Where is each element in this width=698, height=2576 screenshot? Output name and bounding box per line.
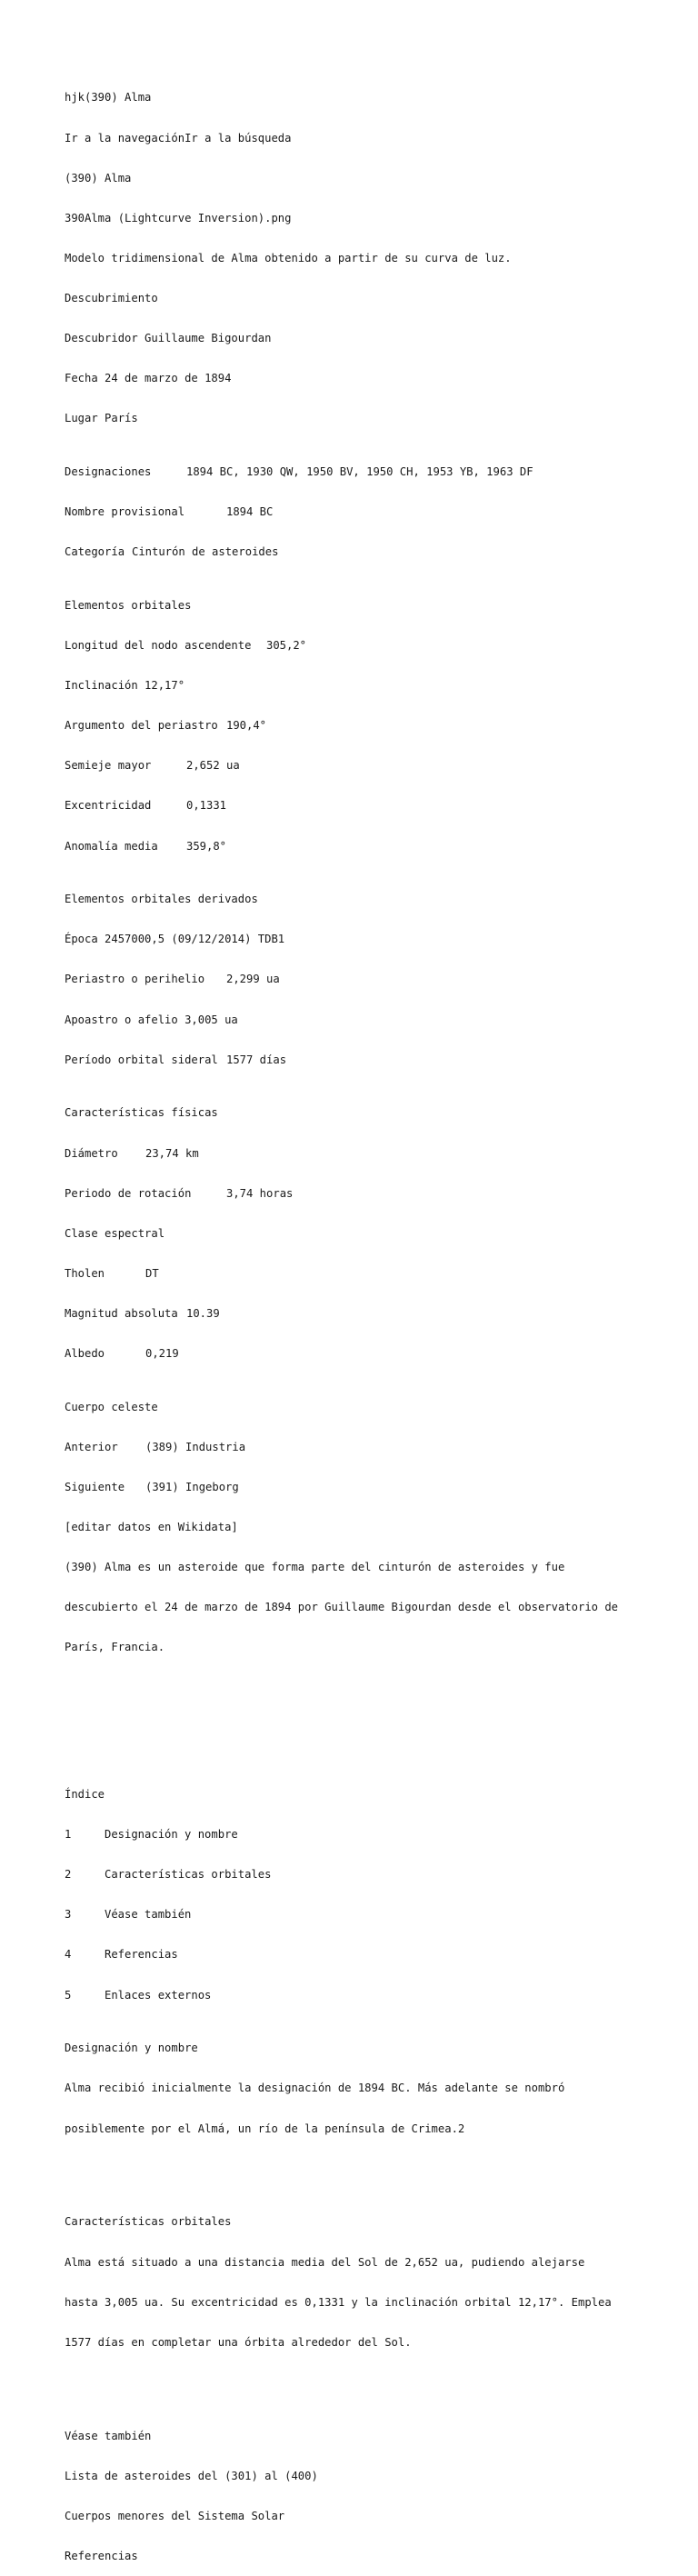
infobox-inclinacion: Inclinación 12,17° [65,679,185,693]
infobox-heading-descubrimiento: Descubrimiento [65,291,158,305]
infobox-label: Argumento del periastro [65,719,218,733]
infobox-label: Longitud del nodo ascendente [65,639,252,653]
infobox-heading-elementos-derivados: Elementos orbitales derivados [65,893,258,906]
toc-label[interactable]: Enlaces externos [105,1988,212,2002]
infobox-label: Periodo de rotación [65,1186,192,1200]
orbitales-paragraph-line-2: hasta 3,005 ua. Su excentricidad es 0,1331 y la inclinación orbital 12,17°. Emplea [65,2295,612,2309]
designacion-paragraph-line-2: posiblemente por el Almá, un río de la península de Crimea.2 [65,2122,465,2135]
orbitales-paragraph-line-1: Alma está situado a una distancia media del Sol de 2,652 ua, pudiendo alejarse [65,2255,585,2269]
infobox-label: Magnitud absoluta [65,1306,178,1320]
image-filename: 390Alma (Lightcurve Inversion).png [65,211,292,225]
vease-link-lista-asteroides[interactable]: Lista de asteroides del (301) al (400) [65,2469,318,2482]
infobox-epoca: Época 2457000,5 (09/12/2014) TDB1 [65,933,285,946]
infobox-label: Anomalía media [65,839,158,853]
infobox-label: Anterior [65,1440,118,1453]
infobox-clase-espectral: Clase espectral [65,1226,165,1240]
designacion-paragraph-line-1: Alma recibió inicialmente la designación de 1894 BC. Más adelante se nombró [65,2082,565,2095]
infobox-label: Siguiente [65,1481,125,1494]
infobox-label: Excentricidad [65,799,152,813]
section-heading-orbitales: Características orbitales [65,2215,232,2229]
infobox-fecha: Fecha 24 de marzo de 1894 [65,372,232,385]
document-title-line: hjk(390) Alma [65,91,152,105]
spacer [65,2162,692,2176]
infobox-anterior [65,1441,692,1454]
infobox-value: 0,219 [145,1347,179,1361]
intro-paragraph-line-1: (390) Alma es un asteroide que forma parte del cinturón de asteroides y fue [65,1561,565,1574]
infobox-lugar: Lugar París [65,412,138,425]
edit-wikidata-link[interactable]: [editar datos en Wikidata] [65,1521,238,1534]
infobox-label: Diámetro [65,1146,118,1160]
infobox-apoastro: Apoastro o afelio 3,005 ua [65,1013,238,1026]
infobox-value: 305,2° [266,639,307,653]
spacer [65,1694,692,1708]
infobox-periodo-rotacion [65,1187,692,1201]
article-title: (390) Alma [65,171,132,185]
infobox-longitud-nodo [65,639,692,653]
toc-title: Índice [65,1788,105,1802]
infobox-anomalia-media [65,840,692,854]
infobox-diametro [65,1147,692,1161]
intro-paragraph-line-2: descubierto el 24 de marzo de 1894 por Guillaume Bigourdan desde el observatorio de [65,1601,619,1614]
infobox-label: Designaciones [65,464,152,478]
infobox-label: Tholen [65,1266,105,1280]
infobox-value: 1894 BC, 1930 QW, 1950 BV, 1950 CH, 1953 YB, 1963 DF [186,464,533,478]
navigation-links-text: Ir a la navegaciónIr a la búsqueda [65,131,292,145]
infobox-value: 23,74 km [145,1146,199,1160]
infobox-categoria [65,545,692,559]
toc-number: 1 [65,1828,72,1842]
toc-item-3[interactable] [65,1908,692,1922]
infobox-value: Cinturón de asteroides [132,545,279,559]
infobox-label: Período orbital sideral [65,1053,218,1066]
toc-number: 5 [65,1988,72,2002]
infobox-label: Categoría [65,545,125,559]
vease-link-cuerpos-menores[interactable]: Cuerpos menores del Sistema Solar [65,2509,285,2522]
infobox-value: 10.39 [186,1306,220,1320]
infobox-value: 1894 BC [226,505,274,519]
document-body [65,65,692,2576]
infobox-magnitud-absoluta [65,1307,692,1321]
infobox-nombre-provisional [65,505,692,519]
toc-item-1[interactable] [65,1828,692,1842]
infobox-argumento-periastro [65,719,692,733]
spacer [65,2376,692,2390]
toc-label[interactable]: Características orbitales [105,1868,272,1882]
toc-item-2[interactable] [65,1868,692,1882]
section-heading-referencias: Referencias [65,2549,138,2562]
infobox-value: DT [145,1266,159,1280]
intro-paragraph-line-3: París, Francia. [65,1641,165,1654]
infobox-value: (389) Industria [145,1440,246,1453]
toc-label[interactable]: Referencias [105,1948,178,1962]
image-caption: Modelo tridimensional de Alma obtenido a partir de su curva de luz. [65,251,512,265]
infobox-value: (391) Ingeborg [145,1481,239,1494]
infobox-label: Semieje mayor [65,759,152,773]
toc-item-4[interactable] [65,1948,692,1962]
infobox-value: 2,652 ua [186,759,240,773]
infobox-descubridor: Descubridor Guillaume Bigourdan [65,331,272,344]
infobox-value: 3,74 horas [226,1186,294,1200]
infobox-designaciones [65,465,692,479]
infobox-heading-caracteristicas-fisicas: Características físicas [65,1106,218,1120]
infobox-label: Albedo [65,1347,105,1361]
toc-item-5[interactable] [65,1989,692,2002]
infobox-label: Periastro o perihelio [65,973,205,986]
section-heading-designacion: Designación y nombre [65,2042,198,2055]
infobox-value: 2,299 ua [226,973,280,986]
toc-number: 4 [65,1948,72,1962]
toc-label[interactable]: Designación y nombre [105,1828,238,1842]
toc-number: 2 [65,1868,72,1882]
infobox-heading-elementos-orbitales: Elementos orbitales [65,598,192,612]
infobox-albedo [65,1347,692,1361]
toc-label[interactable]: Véase también [105,1908,192,1922]
infobox-semieje-mayor [65,759,692,773]
infobox-value: 190,4° [226,719,267,733]
infobox-periodo-orbital [65,1053,692,1067]
section-heading-vease: Véase también [65,2429,152,2442]
infobox-value: 359,8° [186,839,227,853]
infobox-value: 1577 días [226,1053,287,1066]
infobox-tholen [65,1267,692,1281]
infobox-periastro [65,973,692,986]
toc-number: 3 [65,1908,72,1922]
infobox-value: 0,1331 [186,799,227,813]
infobox-heading-cuerpo-celeste: Cuerpo celeste [65,1400,158,1413]
spacer [65,1734,692,1748]
infobox-siguiente [65,1481,692,1494]
infobox-excentricidad [65,799,692,813]
infobox-label: Nombre provisional [65,505,185,519]
orbitales-paragraph-line-3: 1577 días en completar una órbita alrededor del Sol. [65,2335,412,2349]
